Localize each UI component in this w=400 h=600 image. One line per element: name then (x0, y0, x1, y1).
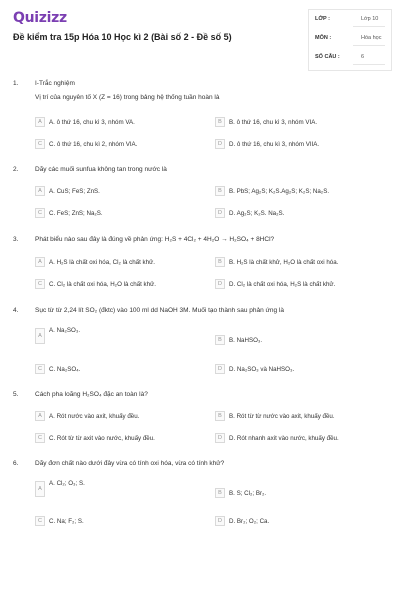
info-value: 6 (361, 54, 365, 60)
info-box (308, 9, 392, 71)
question-number: 2. (13, 166, 19, 173)
question-sub: Vị trí của nguyên tố X (Z = 16) trong bảng hệ thống tuần hoàn là (35, 94, 220, 101)
option-text: D. Cl₂ là chất oxi hóa, H₂S là chất khử. (229, 281, 336, 288)
option-letter-box: C (35, 364, 45, 374)
option-text: D. Na₂SO₃ và NaHSO₃. (229, 366, 295, 373)
option-letter-box: B (215, 411, 225, 421)
option-text: A. Rót nước vào axit, khuấy đều. (49, 413, 140, 420)
option-letter-box: D (215, 139, 225, 149)
option-letter-box: D (215, 279, 225, 289)
option-text: C. Na; F₂; S. (49, 518, 84, 525)
info-key: MÔN : (315, 35, 332, 41)
question-stem: Phát biểu nào sau đây là đúng về phản ứng: H₂S + 4Cl₂ + 4H₂O → H₂SO₄ + 8HCl? (35, 236, 275, 243)
option-letter-box: A (35, 117, 45, 127)
option-letter-box: A (35, 328, 45, 344)
option-letter-box: D (215, 208, 225, 218)
option-text: D. ô thứ 16, chu kì 3, nhóm VIIA. (229, 141, 320, 148)
question-stem: Cách pha loãng H₂SO₄ đặc an toàn là? (35, 391, 148, 398)
option-letter-box: D (215, 433, 225, 443)
question-stem: Dãy đơn chất nào dưới đây vừa có tính oxi hóa, vừa có tính khử? (35, 460, 225, 467)
info-value: Lớp 10 (361, 16, 379, 22)
question-number: 6. (13, 460, 19, 467)
option-text: C. Rót từ từ axit vào nước, khuấy đều. (49, 435, 155, 442)
option-text: B. PbS; Ag₂S; K₂S.Ag₂S; K₂S; Na₂S. (229, 188, 330, 195)
option-letter-box: A (35, 411, 45, 421)
option-text: D. Br₂; O₂; Ca. (229, 518, 270, 525)
option-letter-box: A (35, 481, 45, 497)
option-text: B. H₂S là chất khử, H₂O là chất oxi hóa. (229, 259, 339, 266)
info-key: LỚP : (315, 16, 330, 22)
option-text: A. Na₂SO₃. (49, 327, 81, 334)
question-number: 3. (13, 236, 19, 243)
info-key: SỐ CÂU : (315, 54, 340, 60)
info-row-count (309, 51, 393, 65)
option-text: D. Ag₂S; K₂S. Na₂S. (229, 210, 285, 217)
option-letter-box: B (215, 186, 225, 196)
option-letter-box: C (35, 208, 45, 218)
info-row-class (309, 13, 393, 27)
option-letter-box: D (215, 516, 225, 526)
option-letter-box: A (35, 257, 45, 267)
option-text: A. CuS; FeS; ZnS. (49, 188, 100, 195)
question-stem: Dãy các muối sunfua không tan trong nước là (35, 166, 167, 173)
option-text: A. ô thứ 16, chu kì 3, nhóm VA. (49, 119, 135, 126)
option-text: A. Cl₂; O₃; S. (49, 480, 85, 487)
option-text: A. H₂S là chất oxi hóa, Cl₂ là chất khử. (49, 259, 155, 266)
option-text: B. S; Cl₂; Br₂. (229, 490, 267, 497)
question-stem: Sục từ từ 2,24 lít SO₂ (đktc) vào 100 ml dd NaOH 3M. Muối tạo thành sau phản ứng là (35, 307, 284, 314)
option-letter-box: A (35, 186, 45, 196)
question-stem: I-Trắc nghiệm (35, 80, 75, 87)
option-letter-box: B (215, 488, 225, 498)
info-value: Hóa học (361, 35, 382, 41)
option-letter-box: D (215, 364, 225, 374)
page-title: Đề kiểm tra 15p Hóa 10 Học kì 2 (Bài số 2 - Đề số 5) (13, 32, 232, 42)
option-letter-box: B (215, 257, 225, 267)
question-number: 5. (13, 391, 19, 398)
option-text: C. Cl₂ là chất oxi hóa, H₂O là chất khử. (49, 281, 156, 288)
option-letter-box: C (35, 139, 45, 149)
option-letter-box: B (215, 117, 225, 127)
option-letter-box: C (35, 516, 45, 526)
option-text: B. Rót từ từ nước vào axit, khuấy đều. (229, 413, 335, 420)
option-text: D. Rót nhanh axit vào nước, khuấy đều. (229, 435, 339, 442)
option-text: C. ô thứ 16, chu kì 2, nhóm VIA. (49, 141, 138, 148)
info-row-subject (309, 32, 393, 46)
option-letter-box: C (35, 279, 45, 289)
option-text: B. ô thứ 16, chu kì 3, nhóm VIA. (229, 119, 318, 126)
option-text: B. NaHSO₃. (229, 337, 263, 344)
brand-logo: Quizizz (13, 10, 67, 26)
question-number: 4. (13, 307, 19, 314)
option-text: C. FeS; ZnS; Na₂S. (49, 210, 103, 217)
option-text: C. Na₂SO₄. (49, 366, 81, 373)
option-letter-box: C (35, 433, 45, 443)
option-letter-box: B (215, 335, 225, 345)
question-number: 1. (13, 80, 19, 87)
